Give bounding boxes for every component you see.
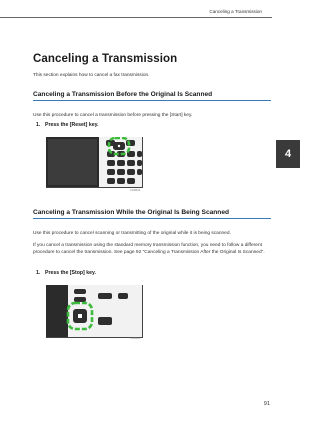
page-title: Canceling a Transmission (33, 53, 178, 65)
section-2-paragraph-2: If you cancel a transmission using the standard memory transmission function, you need to follow a different procedure to cancel the transmission. See page 92 "Canceling a Transmission After the Original Is Scanned". (33, 243, 265, 256)
reset-key-illustration (46, 137, 143, 188)
step-stop (36, 270, 96, 276)
page-number: 91 (263, 401, 270, 407)
intro-text: This section explains how to cancel a fax transmission. (33, 73, 150, 78)
section-heading-while-scanning: Canceling a Transmission While the Original Is Being Scanned (33, 209, 271, 219)
step-number: 1. (36, 270, 41, 276)
step-text: Press the [Reset] key. (45, 122, 99, 128)
section-2-paragraph-1: Use this procedure to cancel scanning or transmitting of the original while it is being scanned. (33, 231, 231, 236)
step-number: 1. (36, 122, 41, 128)
step-reset (36, 122, 99, 128)
figure-code-1: CUM423 (130, 189, 141, 192)
stop-key-illustration (46, 285, 143, 338)
section-heading-before-scan: Canceling a Transmission Before the Original Is Scanned (33, 91, 271, 101)
figure-code-2: CUM424 (130, 337, 141, 340)
section-1-paragraph: Use this procedure to cancel a transmission before pressing the [Start] key. (33, 113, 193, 118)
chapter-tab: 4 (276, 140, 300, 168)
running-header: Canceling a Transmission (209, 9, 262, 14)
control-panel-screen (46, 285, 68, 337)
step-text: Press the [Stop] key. (45, 270, 96, 276)
header-rule (0, 17, 272, 18)
